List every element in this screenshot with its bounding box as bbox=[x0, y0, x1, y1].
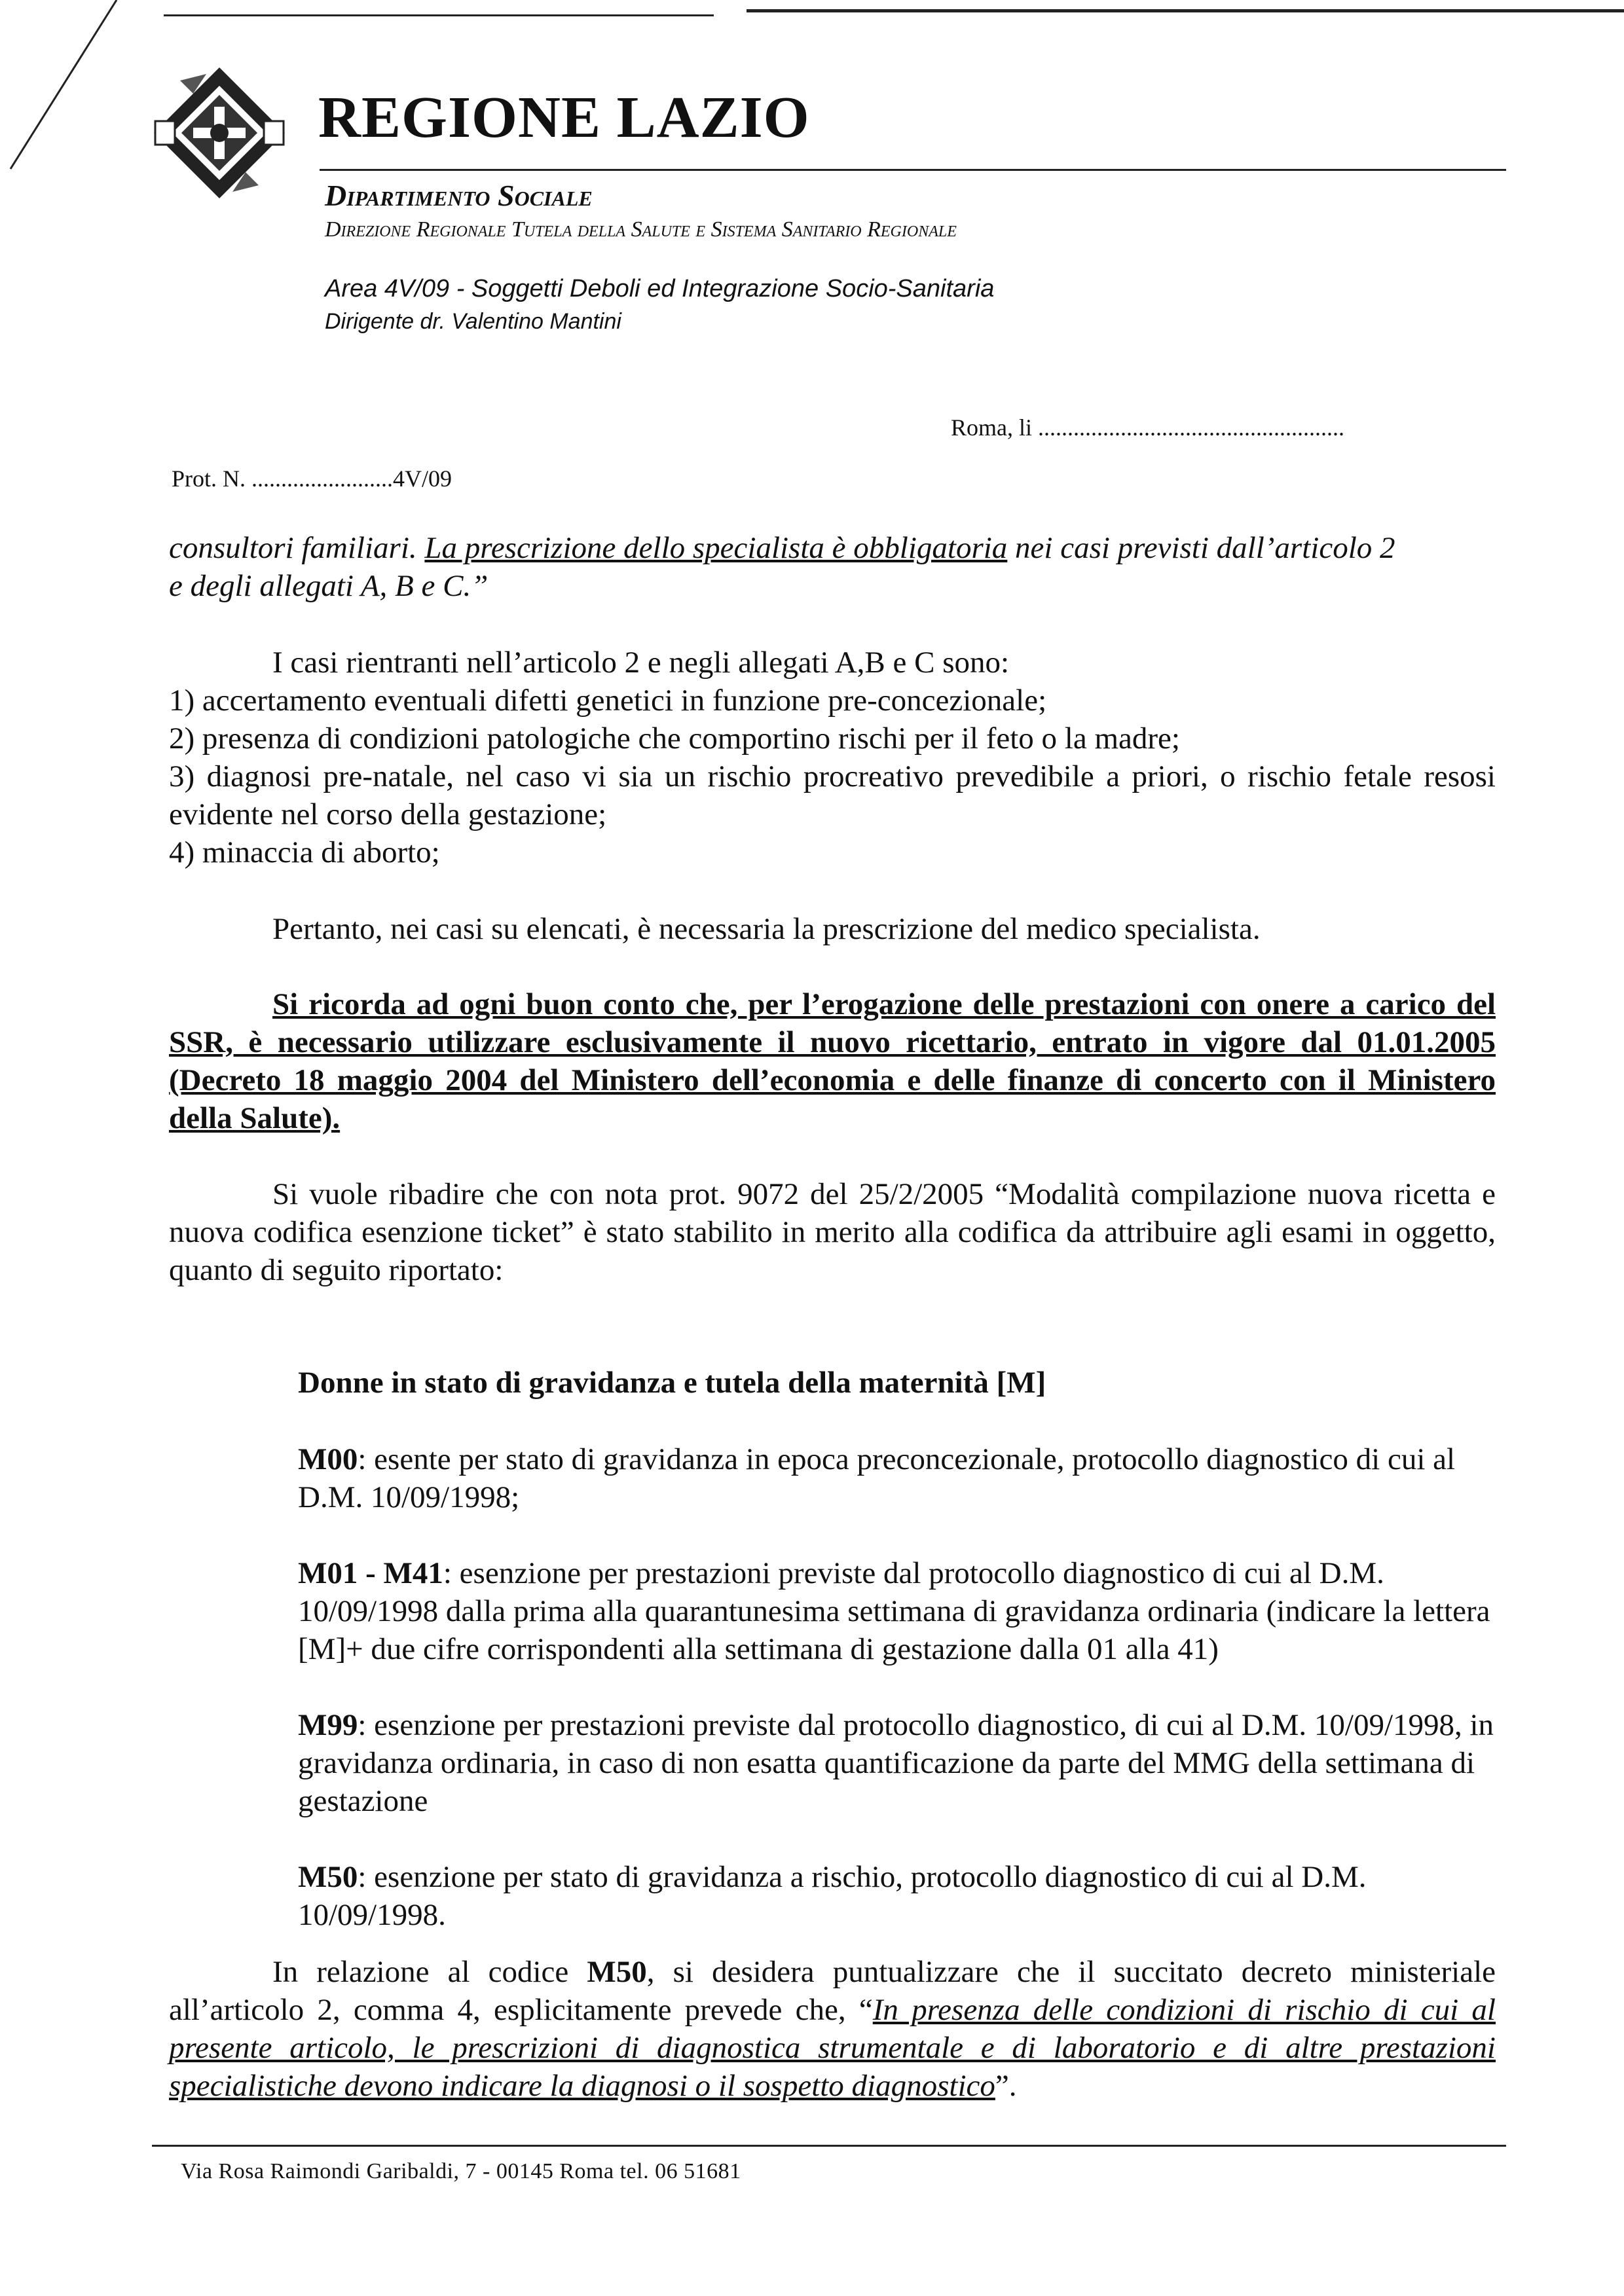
footer-address: Via Rosa Raimondi Garibaldi, 7 - 00145 Roma tel. 06 51681 bbox=[181, 2159, 741, 2183]
decree-quote: In presenza delle condizioni di rischio di cui al presente articolo, le prescrizioni di diagnostica strumentale e di laboratorio e di altre prestazioni specialistiche devono indicare la diagnosi o il sospetto diagnostico bbox=[169, 1993, 1496, 2103]
scan-top-line-right bbox=[747, 9, 1624, 12]
code-text: : esente per stato di gravidanza in epoca preconcezionale, protocollo diagnostico di cui al D.M. 10/09/1998; bbox=[298, 1442, 1456, 1514]
paragraph-reminder: Si ricorda ad ogni buon conto che, per l’erogazione delle prestazioni con onere a carico del SSR, è necessario utilizzare esclusivamente il nuovo ricettario, entrato in vigore dal 01.01.2005 (Decreto 18 maggio 2004 del Ministero dell’economia e delle finanze di concerto con il Ministero della Salute). bbox=[169, 987, 1496, 1135]
scan-top-line-left bbox=[164, 14, 714, 16]
list-item: 1) accertamento eventuali difetti genetici in funzione pre-concezionale; bbox=[169, 683, 1047, 718]
area-name: Area 4V/09 - Soggetti Deboli ed Integrazione Socio-Sanitaria bbox=[325, 275, 995, 302]
text-run: In relazione al codice bbox=[272, 1955, 569, 1989]
list-item: 2) presenza di condizioni patologiche che comportino rischi per il feto o la madre; bbox=[169, 721, 1180, 756]
manager-name: Dirigente dr. Valentino Mantini bbox=[325, 309, 621, 334]
cases-list bbox=[169, 644, 1496, 871]
code-label: M99 bbox=[298, 1708, 358, 1742]
paragraph-prescription bbox=[169, 529, 1496, 605]
code-entry bbox=[298, 1440, 1509, 1516]
place-date: Roma, li .................................................... bbox=[951, 414, 1344, 441]
footer-rule bbox=[152, 2145, 1506, 2147]
department-name: Dipartimento Sociale bbox=[325, 179, 593, 212]
code-text: : esenzione per stato di gravidanza a rischio, protocollo diagnostico di cui al D.M. 10/09/1998. bbox=[298, 1860, 1367, 1932]
code-entry bbox=[298, 1554, 1509, 1668]
regione-lazio-logo bbox=[149, 63, 290, 204]
text-run: nei casi previsti dall’articolo 2 bbox=[1015, 531, 1395, 565]
text-run-underlined: La prescrizione dello specialista è obbligatoria bbox=[424, 531, 1008, 565]
region-title: REGIONE LAZIO bbox=[318, 85, 810, 150]
code-text: : esenzione per prestazioni previste dal protocollo diagnostico di cui al D.M. 10/09/1998 dalla prima alla quarantunesima settimana di gravidanza ordinaria (indicare la lettera [M]+ due cifre corrispondenti alla settimana di gestazione dalla 01 alla 41) bbox=[298, 1556, 1490, 1666]
code-entry bbox=[298, 1706, 1509, 1820]
protocol-number: Prot. N. ........................4V/09 bbox=[172, 465, 452, 492]
code-label: M00 bbox=[298, 1442, 358, 1476]
scan-slash-mark bbox=[5, 0, 120, 170]
direction-name: Direzione Regionale Tutela della Salute e Sistema Sanitario Regionale bbox=[325, 217, 957, 242]
code-entry bbox=[298, 1858, 1509, 1934]
list-intro: I casi rientranti nell’articolo 2 e negli allegati A,B e C sono: bbox=[272, 646, 1010, 680]
text-line: e degli allegati A, B e C.” bbox=[169, 569, 489, 603]
code-label: M50 bbox=[298, 1860, 358, 1894]
code-text: : esenzione per prestazioni previste dal protocollo diagnostico, di cui al D.M. 10/09/1998, in gravidanza ordinaria, in caso di non esatta quantificazione da parte del MMG della settimana di gestazione bbox=[298, 1708, 1494, 1818]
header-rule bbox=[320, 169, 1506, 171]
text-run: consultori familiari. bbox=[169, 531, 417, 565]
text-run: ”. bbox=[995, 2069, 1017, 2103]
list-item: 3) diagnosi pre-natale, nel caso vi sia un rischio procreativo prevedibile a priori, o rischio fetale resosi evidente nel corso della gestazione; bbox=[169, 759, 1496, 831]
code-label: M50 bbox=[587, 1955, 647, 1989]
paragraph-m50 bbox=[169, 1953, 1496, 2105]
text-run: , si desidera puntualizzare che il succitato decreto ministeriale all’articolo 2, comma 4, esplicitamente prevede che, “ bbox=[169, 1955, 1496, 2027]
paragraph-pertanto: Pertanto, nei casi su elencati, è necessaria la prescrizione del medico specialista. bbox=[272, 912, 1261, 946]
paragraph-note: Si vuole ribadire che con nota prot. 9072 del 25/2/2005 “Modalità compilazione nuova ricetta e nuova codifica esenzione ticket” è stato stabilito in merito alla codifica da attribuire agli esami in oggetto, quanto di seguito riportato: bbox=[169, 1177, 1496, 1287]
codes-heading: Donne in stato di gravidanza e tutela della maternità [M] bbox=[298, 1366, 1046, 1400]
code-label: M01 - M41 bbox=[298, 1556, 443, 1590]
list-item: 4) minaccia di aborto; bbox=[169, 835, 440, 869]
